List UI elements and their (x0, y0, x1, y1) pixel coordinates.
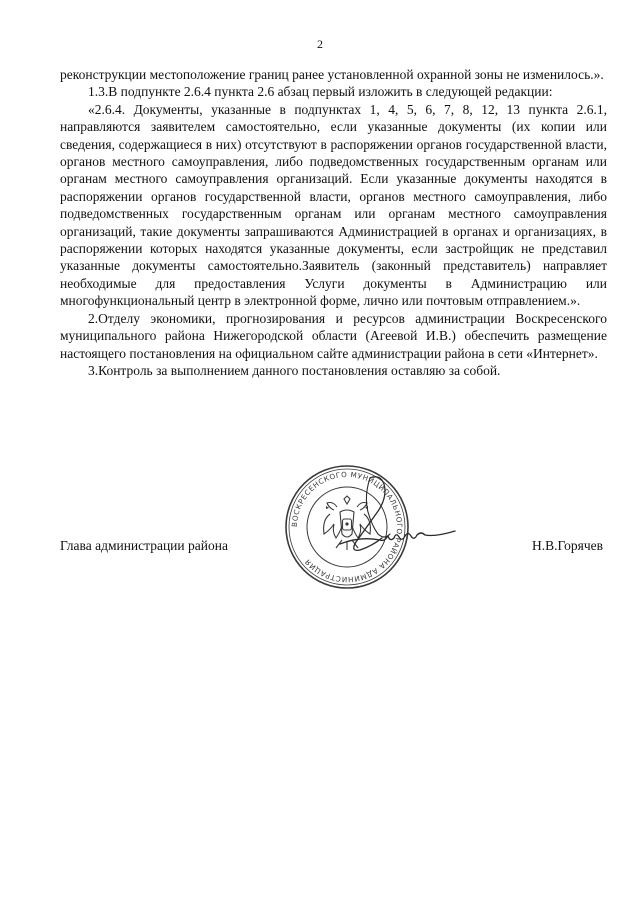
signatory-title: Глава администрации района (60, 538, 228, 553)
seal-ring-text: ВОСКРЕСЕНСКОГО МУНИЦИПАЛЬНОГО РАЙОНА АДМИНИСТРАЦИЯ (289, 469, 405, 585)
paragraph-clause-3: 3.Контроль за выполнением данного постановления оставляю за собой. (88, 362, 501, 378)
signatory-name: Н.В.Горячев (532, 538, 603, 553)
paragraph-continuation: реконструкции местоположение границ ранее установленной охранной зоны не изменилось.». (60, 67, 604, 82)
handwritten-signature-icon (330, 470, 475, 580)
paragraph-clause-2: 2.Отделу экономики, прогнозирования и ресурсов администрации Воскресенского муниципального района Нижегородской области (Агеевой И.В.) обеспечить размещение настоящего постановления на официальном сайте администрации района в сети «Интернет». (60, 310, 607, 361)
document-body (60, 66, 607, 379)
paragraph-clause-1-3: 1.3.В подпункте 2.6.4 пункта 2.6 абзац первый изложить в следующей редакции: (88, 84, 553, 100)
page-number: 2 (317, 37, 323, 51)
paragraph-clause-2-6-4: «2.6.4. Документы, указанные в подпунктах 1, 4, 5, 6, 7, 8, 12, 13 пункта 2.6.1, направляются заявителем самостоятельно, если указанные документы (их копии или сведения, содержащиеся в них) отсутствуют в распоряжении органов государственной власти, органов местного самоуправления, либо подведомственных государственным органам или органам местного самоуправления организаций. Если указанные документы находятся в распоряжении органов государственной власти, органов местного самоуправления, либо подведомственных государственным органам или органам местного самоуправления организаций, такие документы запрашиваются Администрацией в органах и организациях, в распоряжении которых находятся указанные документы, если застройщик не представил указанные документы самостоятельно.Заявитель (законный представитель) направляет необходимые для предоставления Услуги документы в Администрацию или многофункциональный центр в электронной форме, лично или почтовым отправлением.». (60, 101, 607, 309)
